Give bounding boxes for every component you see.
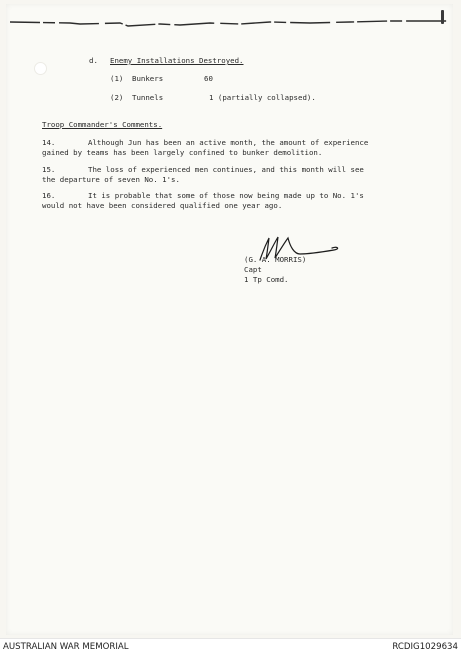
- paragraph-text: would not have been considered qualified one year ago.: [42, 201, 283, 210]
- archive-name: AUSTRALIAN WAR MEMORIAL: [3, 642, 129, 652]
- archive-reference: RCDIG1029634: [392, 642, 458, 652]
- section-heading: Enemy Installations Destroyed.: [110, 56, 244, 65]
- item-number: (2): [110, 93, 124, 102]
- paragraph-text: The loss of experienced men continues, and this month will see: [88, 165, 364, 174]
- paragraph-text: gained by teams has been largely confined to bunker demolition.: [42, 148, 323, 157]
- torn-top-edge: [10, 6, 450, 28]
- item-label: Bunkers: [132, 74, 164, 83]
- paragraph-number: 16.: [42, 191, 56, 200]
- paragraph-text: Although Jun has been an active month, the amount of experience: [88, 138, 369, 147]
- paragraph-number: 15.: [42, 165, 56, 174]
- comments-heading: Troop Commander's Comments.: [42, 120, 163, 129]
- signatory-unit: 1 Tp Comd.: [244, 275, 289, 284]
- section-letter: d.: [89, 56, 98, 65]
- item-value: 1 (partially collapsed).: [209, 93, 316, 102]
- punch-hole: [34, 62, 47, 75]
- paragraph-text: the departure of seven No. 1's.: [42, 175, 180, 184]
- signatory-name: (G. A. MORRIS): [244, 255, 307, 264]
- item-value: 60: [204, 74, 213, 83]
- signatory-rank: Capt: [244, 265, 262, 274]
- item-number: (1): [110, 74, 124, 83]
- archive-footer: [0, 638, 461, 655]
- paragraph-number: 14.: [42, 138, 56, 147]
- margin-tick-mark: [441, 10, 444, 24]
- item-label: Tunnels: [132, 93, 164, 102]
- paragraph-text: It is probable that some of those now being made up to No. 1's: [88, 191, 364, 200]
